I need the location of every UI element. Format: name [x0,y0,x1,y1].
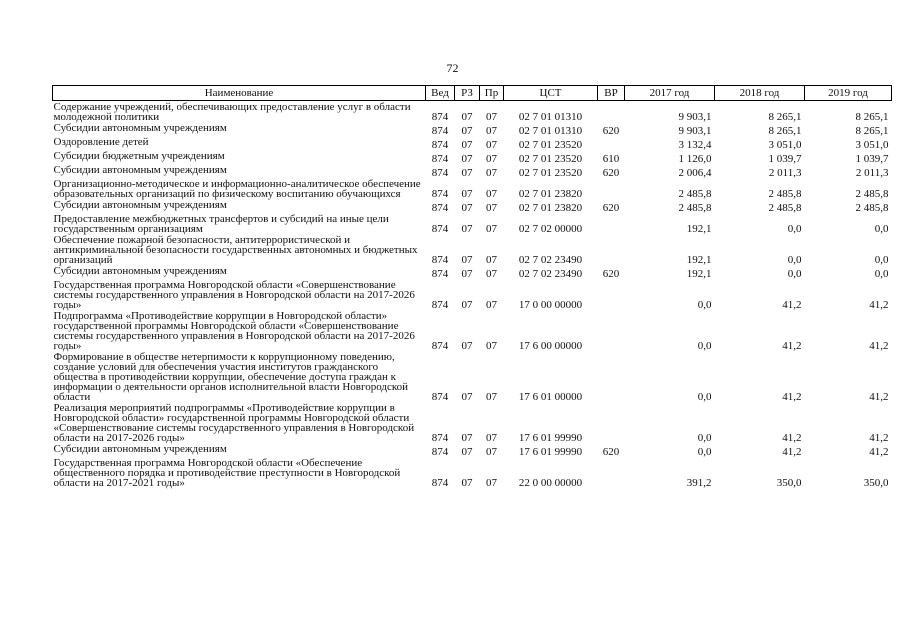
cell-y2018: 0,0 [787,254,802,266]
cell-y2018: 3 051,0 [768,139,802,151]
cell-ved: 874 [431,188,449,200]
cell-ved: 874 [431,167,449,179]
cell-cst: 02 7 02 23490 [518,254,583,266]
cell-rz: 07 [461,299,473,311]
cell-y2017: 1 126,0 [678,153,712,165]
cell-y2019: 2 485,8 [855,188,889,200]
cell-y2018: 41,2 [782,340,802,352]
table-row [53,150,892,164]
table-row [53,402,892,443]
header-cst: ЦСТ [504,86,598,101]
cell-y2018: 41,2 [782,391,802,403]
cell-ved: 874 [431,432,449,444]
cell-y2019: 8 265,1 [855,111,889,123]
table-row [53,199,892,213]
cell-vr: 620 [602,268,620,280]
cell-y2018: 0,0 [787,268,802,280]
cell-y2019: 0,0 [874,268,889,280]
cell-vr [598,178,625,199]
cell-name: Обеспечение пожарной безопасности, антитеррористической и антикриминальной безопасности государственных автономных и бюджетных организаций [53,234,418,266]
cell-pr: 07 [486,125,497,137]
cell-name: Оздоровление детей [53,136,149,148]
cell-pr: 07 [486,167,497,179]
table-row [53,164,892,178]
cell-pr: 07 [486,340,497,352]
header-vr: ВР [598,86,625,101]
cell-cst: 17 6 01 99990 [518,432,583,444]
cell-rz: 07 [461,188,473,200]
table-row [53,136,892,150]
cell-ved: 874 [431,139,449,151]
cell-name: Реализация мероприятий подпрограммы «Противодействие коррупции в Новгородской области» государственной программы Новгородской области «Совершенствование системы государственного управления в Новгородской области на 2017-2026 годы» [53,402,415,444]
cell-ved: 874 [431,391,449,403]
cell-pr: 07 [486,111,497,123]
cell-vr [598,136,625,150]
cell-vr [598,234,625,265]
cell-cst: 02 7 01 23520 [518,139,583,151]
budget-table [52,85,892,488]
cell-name: Субсидии автономным учреждениям [53,443,227,455]
cell-cst: 22 0 00 00000 [518,477,583,489]
cell-rz: 07 [461,111,473,123]
cell-y2018: 0,0 [787,223,802,235]
cell-name: Организационно-методическое и информационно-аналитическое обеспечение образовательных организаций по физическому воспитанию обучающихся [53,178,421,200]
cell-y2018: 41,2 [782,432,802,444]
cell-name: Субсидии автономным учреждениям [53,164,227,176]
cell-name: Содержание учреждений, обеспечивающих предоставление услуг в области молодежной политики [53,101,411,123]
cell-y2019: 350,0 [863,477,889,489]
cell-rz: 07 [461,432,473,444]
cell-rz: 07 [461,446,473,458]
cell-y2019: 41,2 [869,299,889,311]
cell-y2019: 0,0 [874,254,889,266]
cell-y2017: 0,0 [697,446,712,458]
header-2018: 2018 год [715,86,805,101]
cell-y2018: 8 265,1 [768,125,802,137]
cell-y2017: 2 006,4 [678,167,712,179]
cell-y2017: 2 485,8 [678,202,712,214]
cell-vr [598,457,625,488]
cell-y2017: 0,0 [697,432,712,444]
cell-pr: 07 [486,268,497,280]
table-row [53,234,892,265]
cell-y2019: 41,2 [869,446,889,458]
cell-ved: 874 [431,299,449,311]
cell-y2018: 41,2 [782,446,802,458]
cell-name: Государственная программа Новгородской области «Обеспечение общественного порядка и противодействие преступности в Новгородской области на 2017-2021 годы» [53,457,401,489]
cell-y2017: 9 903,1 [678,125,712,137]
cell-y2018: 1 039,7 [768,153,802,165]
cell-cst: 02 7 01 01310 [518,111,583,123]
cell-ved: 874 [431,268,449,280]
cell-cst: 17 0 00 00000 [518,299,583,311]
cell-y2019: 3 051,0 [855,139,889,151]
cell-cst: 17 6 00 00000 [518,340,583,352]
cell-y2017: 2 485,8 [678,188,712,200]
cell-ved: 874 [431,223,449,235]
cell-cst: 02 7 02 23490 [518,268,583,280]
cell-vr: 620 [602,202,620,214]
cell-y2017: 192,1 [686,223,712,235]
cell-y2019: 41,2 [869,340,889,352]
header-rz: РЗ [455,86,480,101]
cell-pr: 07 [486,139,497,151]
cell-y2019: 1 039,7 [855,153,889,165]
table-row [53,351,892,402]
cell-y2019: 41,2 [869,391,889,403]
cell-vr: 620 [602,446,620,458]
cell-rz: 07 [461,223,473,235]
cell-y2017: 0,0 [697,299,712,311]
cell-cst: 02 7 01 23520 [518,167,583,179]
cell-name: Предоставление межбюджетных трансфертов и субсидий на иные цели государственным организациям [53,213,389,235]
table-row [53,122,892,136]
cell-ved: 874 [431,153,449,165]
cell-vr: 620 [602,125,620,137]
cell-vr [598,279,625,310]
cell-y2017: 0,0 [697,391,712,403]
cell-cst: 17 6 01 00000 [518,391,583,403]
table-row [53,265,892,279]
header-2017: 2017 год [625,86,715,101]
cell-ved: 874 [431,111,449,123]
table-row [53,279,892,310]
cell-name: Субсидии автономным учреждениям [53,199,227,211]
cell-rz: 07 [461,167,473,179]
cell-name: Субсидии бюджетным учреждениям [53,150,225,162]
table-header-row [53,86,892,101]
cell-cst: 17 6 01 99990 [518,446,583,458]
cell-y2017: 9 903,1 [678,111,712,123]
cell-rz: 07 [461,202,473,214]
cell-cst: 02 7 02 00000 [518,223,583,235]
table-row [53,457,892,488]
cell-y2019: 2 011,3 [855,167,889,179]
cell-ved: 874 [431,254,449,266]
cell-pr: 07 [486,446,497,458]
cell-rz: 07 [461,391,473,403]
cell-rz: 07 [461,139,473,151]
cell-name: Субсидии автономным учреждениям [53,122,227,134]
cell-ved: 874 [431,477,449,489]
cell-name: Подпрограмма «Противодействие коррупции в Новгородской области» государственной программы Новгородской области «Совершенствование системы государственного управления в Новгородской области на 2017-2026 годы» [53,310,415,352]
header-name: Наименование [53,86,426,101]
cell-rz: 07 [461,268,473,280]
cell-y2017: 0,0 [697,340,712,352]
cell-y2019: 2 485,8 [855,202,889,214]
header-ved: Вед [426,86,455,101]
header-pr: Пр [480,86,504,101]
cell-cst: 02 7 01 23820 [518,188,583,200]
cell-rz: 07 [461,477,473,489]
cell-y2018: 350,0 [776,477,802,489]
cell-name: Формирование в обществе нетерпимости к коррупционному поведению, создание условий для обеспечения участия институтов гражданского общества в противодействии коррупции, обеспечение доступа граждан к информации о деятельности органов исполнительной власти Новгородской области [53,351,409,403]
cell-y2018: 8 265,1 [768,111,802,123]
cell-vr: 620 [602,167,620,179]
cell-pr: 07 [486,223,497,235]
cell-rz: 07 [461,340,473,352]
cell-vr [598,213,625,234]
cell-pr: 07 [486,432,497,444]
cell-y2019: 8 265,1 [855,125,889,137]
cell-pr: 07 [486,391,497,403]
cell-pr: 07 [486,477,497,489]
cell-y2018: 2 485,8 [768,188,802,200]
cell-ved: 874 [431,340,449,352]
cell-y2017: 3 132,4 [678,139,712,151]
table-row [53,443,892,457]
cell-vr [598,310,625,351]
cell-pr: 07 [486,153,497,165]
table-row [53,213,892,234]
cell-name: Субсидии автономным учреждениям [53,265,227,277]
cell-pr: 07 [486,254,497,266]
page-number: 72 [446,61,459,75]
cell-cst: 02 7 01 23520 [518,153,583,165]
cell-rz: 07 [461,254,473,266]
cell-vr: 610 [602,153,620,165]
cell-y2018: 2 485,8 [768,202,802,214]
cell-y2017: 192,1 [686,268,712,280]
cell-vr [598,402,625,443]
cell-cst: 02 7 01 23820 [518,202,583,214]
cell-ved: 874 [431,202,449,214]
cell-y2018: 41,2 [782,299,802,311]
cell-y2019: 41,2 [869,432,889,444]
cell-rz: 07 [461,153,473,165]
cell-pr: 07 [486,202,497,214]
table-row [53,310,892,351]
header-2019: 2019 год [805,86,892,101]
table-row [53,101,892,123]
cell-y2019: 0,0 [874,223,889,235]
cell-ved: 874 [431,125,449,137]
cell-rz: 07 [461,125,473,137]
cell-y2018: 2 011,3 [768,167,802,179]
cell-name: Государственная программа Новгородской области «Совершенствование системы государственного управления в Новгородской области на 2017-2026 годы» [53,279,415,311]
cell-y2017: 391,2 [686,477,712,489]
table-row [53,178,892,199]
cell-cst: 02 7 01 01310 [518,125,583,137]
cell-vr [598,101,625,123]
cell-y2017: 192,1 [686,254,712,266]
cell-vr [598,351,625,402]
cell-pr: 07 [486,299,497,311]
cell-ved: 874 [431,446,449,458]
cell-pr: 07 [486,188,497,200]
